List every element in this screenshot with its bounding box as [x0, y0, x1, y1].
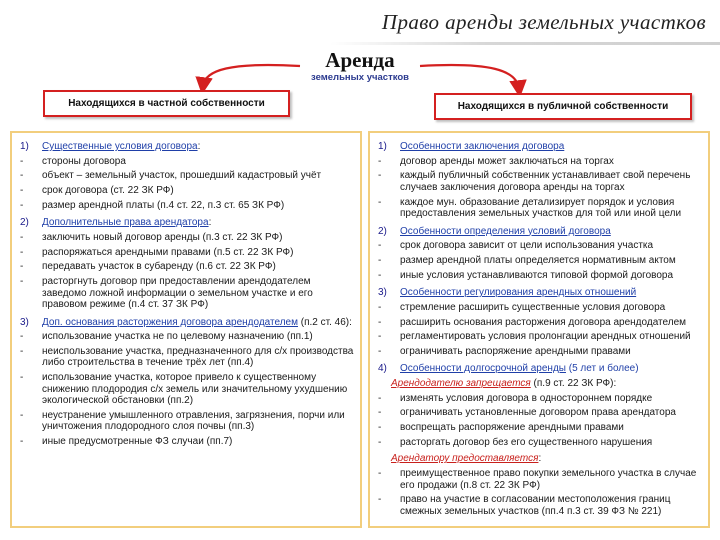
section-tail: (5 лет и более) [565, 363, 639, 375]
list-item: - объект – земельный участок, прошедший кадастровый учёт [20, 170, 322, 182]
arrow-right [420, 65, 519, 89]
list-item: - использование участка не по целевому назначению (пп.1) [20, 331, 313, 343]
arrow-left [203, 65, 300, 86]
landlord-label: Арендодателю запрещается [391, 378, 531, 390]
list-item: - ограничивать распоряжение арендными правами [378, 345, 631, 357]
list-item: - ограничивать установленные договором права арендатора [378, 407, 676, 419]
list-item: - стороны договора [20, 155, 126, 167]
list-item: - использование участка, которое привело к существенному снижению плодородия с/х земель или значительному ухудшению экологической обстановки (пп.2) [20, 372, 348, 407]
section-number: 2) [378, 225, 387, 237]
list-item: - расторгать договор без его существенного нарушения [378, 436, 653, 448]
section-heading [378, 141, 702, 153]
section-number: 1) [20, 141, 29, 152]
section-number: 1) [378, 141, 387, 152]
tenant-tail: : [538, 453, 542, 465]
section-title: Доп. основания расторжения договора арендодателем [42, 316, 298, 328]
list-item: - стремление расширить существенные условия договора [378, 301, 666, 313]
section-colon: : [208, 217, 212, 229]
list-item: - расширить основания расторжения договора арендодателем [378, 316, 687, 328]
list-item: - преимущественное право покупки земельного участка в случае его продажи (п.8 ст. 22 ЗК РФ) [378, 468, 697, 491]
list-item: - расторгнуть договор при предоставлении арендодателем заведомо ложной информации о земельном участке и его правовом режиме (п.4 ст. 37 ЗК РФ) [20, 276, 313, 310]
section-title: Особенности долгосрочной аренды [400, 363, 566, 375]
section-colon: : [197, 141, 201, 152]
list-item: - каждое мун. образование детализирует порядок и условия предоставления земельных участков для той или иной цели [378, 196, 682, 220]
section-title: Особенности регулирования арендных отношений [400, 287, 637, 299]
list-item: - изменять условия договора в одностороннем порядке [378, 392, 653, 404]
list-item: - размер арендной платы (п.4 ст. 22, п.3 ст. 65 ЗК РФ) [20, 199, 285, 211]
section-heading [20, 317, 354, 329]
heading-subtitle: земельных участков [310, 72, 409, 83]
section-heading [378, 287, 702, 299]
list-item: - заключить новый договор аренды (п.3 ст. 22 ЗК РФ) [20, 231, 283, 243]
section-title: Особенности определения условий договора [400, 225, 611, 237]
list-item: - неиспользование участка, предназначенного для с/х производства либо строительства в течение трёх лет (пп.4) [20, 345, 354, 369]
tenant-label: Арендатору предоставляется [391, 453, 539, 465]
left-panel [10, 131, 362, 528]
list-item: - срок договора (ст. 22 ЗК РФ) [20, 185, 174, 197]
list-item: - неустранение умышленного отравления, загрязнения, порчи или уничтожения плодородного слоя почвы (пп.3) [20, 409, 345, 433]
list-item: - иные условия устанавливаются типовой формой договора [378, 269, 674, 281]
section-number: 2) [20, 217, 29, 229]
section-title: Существенные условия договора [42, 141, 198, 152]
heading-title: Аренда [325, 48, 395, 72]
list-item: - регламентировать условия пролонгации арендных отношений [378, 331, 691, 343]
list-item: - срок договора зависит от цели использования участка [378, 240, 654, 252]
tenant-heading [378, 453, 702, 465]
section-tail: (п.2 ст. 46): [297, 316, 352, 328]
list-item: - воспрещать распоряжение арендными правами [378, 422, 624, 434]
slide-title: Право аренды земельных участков [381, 10, 706, 34]
list-item: - иные предусмотренные ФЗ случаи (пп.7) [20, 435, 233, 447]
section-heading [378, 363, 702, 375]
landlord-heading [378, 378, 702, 390]
list-item: - передавать участок в субаренду (п.6 ст. 22 ЗК РФ) [20, 261, 276, 273]
landlord-tail: (п.9 ст. 22 ЗК РФ): [530, 378, 617, 390]
section-number: 4) [378, 363, 387, 375]
list-item: - каждый публичный собственник устанавливает свой перечень случаев заключения договора аренды на торгах [378, 170, 691, 193]
list-item: - размер арендной платы определяется нормативным актом [378, 254, 676, 266]
section-title: Дополнительные права арендатора [42, 217, 209, 229]
branch-private-ownership: Находящихся в частной собственности [43, 90, 290, 117]
right-panel [368, 131, 710, 528]
list-item: - договор аренды может заключаться на торгах [378, 155, 614, 167]
section-heading [20, 141, 354, 153]
branch-public-ownership: Находящихся в публичной собственности [434, 93, 692, 120]
section-heading [20, 217, 354, 229]
list-item: - право на участие в согласовании местоположения границ смежных земельных участков (пп.4 п.3 ст. 39 ФЗ № 221) [378, 494, 671, 517]
section-number: 3) [378, 287, 387, 299]
section-number: 3) [20, 316, 29, 328]
list-item: - распоряжаться арендными правами (п.5 ст. 22 ЗК РФ) [20, 246, 294, 258]
section-heading [378, 226, 702, 238]
section-title: Особенности заключения договора [400, 141, 565, 152]
